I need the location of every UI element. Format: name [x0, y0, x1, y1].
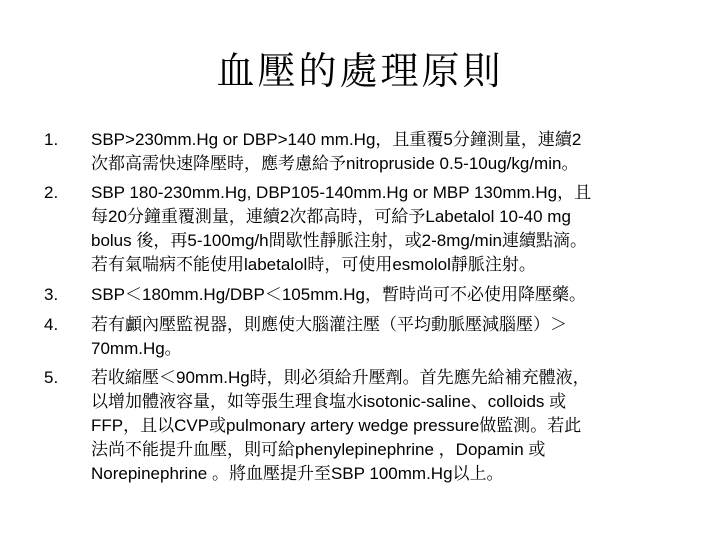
item-text — [91, 181, 691, 277]
text-line: 次都高需快速降壓時，應考慮給予nitropruside 0.5-10ug/kg/min。 — [91, 154, 579, 173]
text-line: 若收縮壓＜90mm.Hg時，則必須給升壓劑。首先應先給補充體液， — [91, 368, 590, 387]
item-text — [91, 366, 691, 486]
text-line: 以增加體液容量，如等張生理食塩水isotonic-saline、colloids 或 — [91, 392, 567, 411]
text-line: 每20分鐘重覆測量，連續2次都高時，可給予Labetalol 10-40 mg — [91, 207, 571, 226]
text-line: 若有顱內壓監視器，則應使大腦灌注壓（平均動脈壓減腦壓）＞ — [91, 315, 567, 334]
text-line: SBP 180-230mm.Hg, DBP105-140mm.Hg or MBP 130mm.Hg，且 — [91, 183, 592, 202]
item-number: 5. — [44, 368, 59, 387]
text-line: SBP>230mm.Hg or DBP>140 mm.Hg，且重覆5分鐘測量，連續2 — [91, 130, 582, 149]
text-line: bolus 後，再5-100mg/h間歇性靜脈注射，或2-8mg/min連續點滴。 — [91, 231, 587, 250]
item-text — [91, 283, 691, 307]
slide-title: 血壓的處理原則 — [216, 49, 504, 93]
text-line: FFP，且以CVP或pulmonary artery wedge pressure做監測。若此 — [91, 416, 582, 435]
text-line: Norepinephrine 。將血壓提升至SBP 100mm.Hg以上。 — [91, 464, 504, 483]
text-line: 若有氣喘病不能使用labetalol時，可使用esmolol靜脈注射。 — [91, 255, 536, 274]
text-line: SBP＜180mm.Hg/DBP＜105mm.Hg，暫時尚可不必使用降壓藥。 — [91, 285, 586, 304]
item-text — [91, 128, 691, 176]
item-number: 4. — [44, 315, 59, 334]
item-text — [91, 313, 691, 361]
item-number: 2. — [44, 183, 59, 202]
text-line: 70mm.Hg。 — [91, 339, 182, 358]
text-line: 法尚不能提升血壓，則可給phenylepinephrine ，Dopamin 或 — [91, 440, 546, 459]
item-number: 1. — [44, 130, 59, 149]
item-number: 3. — [44, 285, 59, 304]
